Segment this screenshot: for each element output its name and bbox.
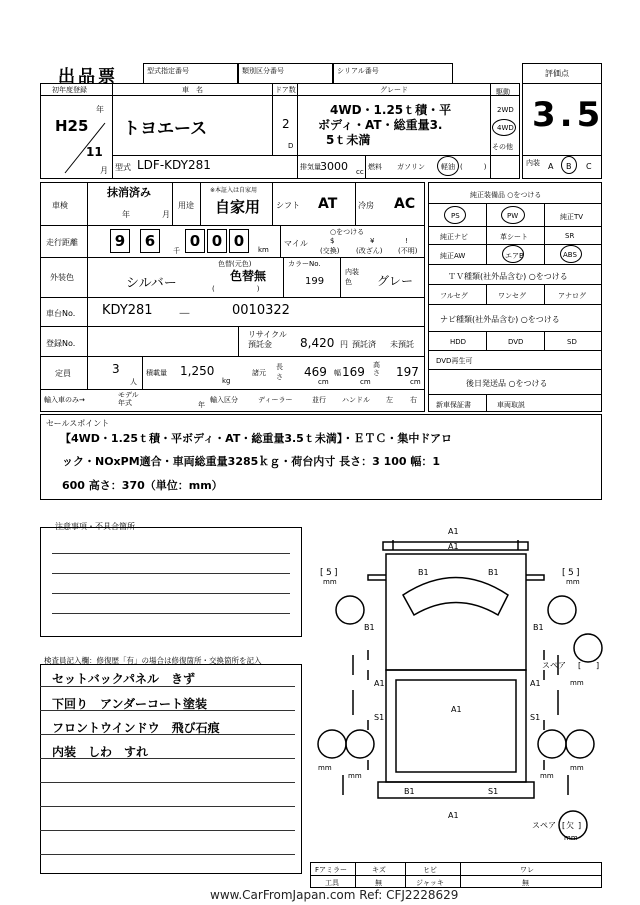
displacement-value: 3000 [320, 160, 348, 173]
capacity-value: 3 [112, 362, 120, 376]
equip-aw: 純正AW [440, 252, 466, 260]
grade-line-2: ボディ・AT・総重量3. [318, 118, 443, 132]
height-unit: cm [410, 378, 421, 386]
shaken-value: 抹消済み [107, 186, 151, 199]
recycle-unit: 円 [340, 340, 348, 349]
car-name-label: 車 名 [182, 86, 203, 94]
car-name-value: トヨエース [123, 119, 208, 139]
serial-label: シリアル番号 [337, 67, 379, 75]
shaken-month: 月 [162, 210, 170, 219]
spare-label: スペア [542, 661, 566, 670]
doors-value: 2 [282, 117, 290, 131]
meter-circle-hint: ○をつける [330, 228, 365, 236]
year-value: H25 [55, 117, 89, 135]
recycle-value: 8,420 [300, 336, 335, 350]
meter-opt1: $ [330, 237, 335, 245]
chassis-number: 0010322 [232, 303, 290, 318]
tire-fr-bracket-open: [ [562, 568, 566, 578]
length-value: 469 [304, 365, 327, 379]
registration-label: 登録No. [46, 339, 76, 348]
spare-unit: mm [570, 679, 584, 687]
grade-line-3: 5ｔ未満 [326, 133, 371, 147]
meter-label: マイル [284, 239, 308, 248]
fuel-paren: ( ) [460, 163, 487, 171]
meter-opt1b: (交換) [320, 247, 340, 255]
model-spec-label: 型式指定番号 [147, 67, 189, 75]
car-diagram [308, 520, 608, 860]
use-label: 用途 [178, 201, 194, 210]
model-year-label: モデル年式 [118, 391, 139, 407]
fuel-gas: ガソリン [397, 163, 425, 171]
legend-v1: 工具 [325, 879, 339, 887]
height-value: 197 [396, 365, 419, 379]
mileage-digit-1: 9 [110, 229, 130, 253]
sales-line-3: 600 高さ：370（単位：mm） [62, 479, 223, 492]
tire-fl-bracket-close: ] [334, 568, 338, 578]
equip-airbag: エアB [505, 252, 524, 260]
model-label: 型式 [115, 163, 131, 172]
spare-bottom-value: 欠 [566, 821, 574, 830]
spare-bottom-unit: mm [564, 834, 578, 842]
load-label: 積載量 [146, 369, 167, 377]
meter-opt2: ¥ [370, 237, 375, 245]
height-label: 高さ [373, 361, 380, 377]
month-value: 11 [86, 145, 103, 159]
svg-text:[: [ [578, 661, 582, 670]
genuine-title: 純正装備品 ○をつける [470, 191, 542, 199]
meter-opt3: ! [405, 237, 408, 245]
score-label: 評価点 [545, 69, 569, 78]
svg-text:[: [ [562, 821, 566, 830]
mileage-digit-2: 6 [140, 229, 160, 253]
after-manual: 車両取説 [497, 401, 525, 409]
doors-unit: D [288, 142, 294, 150]
tire-fl-bracket-open: [ [320, 568, 324, 578]
meter-opt2b: (改ざん) [356, 247, 383, 255]
width-unit: cm [360, 378, 371, 386]
displacement-unit: cc [356, 168, 364, 176]
fuel-diesel: 軽油 [441, 163, 455, 171]
width-value: 169 [342, 365, 365, 379]
color-change-value: 色替無 [230, 269, 267, 283]
equip-sr: SR [565, 232, 575, 240]
legend-h1: Fアミラー [315, 866, 348, 874]
mark-a1-right: A1 [530, 679, 541, 688]
legend-h4: ワレ [520, 866, 534, 874]
doors-label: ドア数 [275, 86, 296, 94]
load-value: 1,250 [180, 364, 215, 378]
tire-fl-unit: mm [323, 578, 337, 586]
load-unit: kg [222, 377, 231, 385]
exterior-color-label: 外装色 [50, 273, 74, 282]
recycle-label: リサイクル預託金 [248, 330, 287, 349]
displacement-label: 排気量 [300, 163, 321, 171]
serial-cell [333, 63, 453, 83]
drive-other: その他 [492, 143, 513, 151]
length-label: 長さ [276, 363, 283, 381]
shift-label: シフト [276, 201, 300, 210]
interior-color-value: グレー [377, 274, 414, 288]
sales-point-label: セールスポイント [46, 419, 110, 428]
model-spec-cell [143, 63, 238, 83]
sales-line-1: 【4WD・1.25ｔ積・平ボディ・AT・総重量3.5ｔ未満】・ＥＴＣ・集中ドアロ [60, 432, 452, 445]
mark-s1-left: S1 [374, 713, 385, 722]
interior-c: C [586, 162, 592, 171]
ac-value: AC [394, 196, 416, 212]
year-unit: 年 [96, 105, 104, 114]
recycle-unpaid: 未預託 [390, 340, 414, 349]
equip-pw: PW [507, 212, 519, 220]
tv-fullseg: フルセグ [440, 292, 468, 300]
note-item-1: セットバックパネル きず [52, 672, 196, 686]
note-item-3: フロントウインドウ 飛び石痕 [52, 721, 220, 735]
navi-title: ナビ種類(社外品含む) ○をつける [440, 315, 560, 324]
tire-fr-value: 5 [568, 568, 574, 578]
interior-label: 内装 [526, 159, 540, 167]
watermark: www.CarFromJapan.com Ref: CFJ2228629 [210, 888, 459, 902]
tire-rl-unit: mm [318, 764, 332, 772]
mark-s1-right: S1 [530, 713, 541, 722]
form-title: 出品票 [58, 67, 118, 87]
color-change-label: 色替(元色) [218, 260, 252, 268]
capacity-label: 定員 [55, 369, 71, 378]
equip-leather: 革シート [500, 233, 528, 241]
length-unit: cm [318, 378, 329, 386]
equip-navi: 純正ナビ [440, 233, 468, 241]
grade-label: グレード [380, 86, 408, 94]
navi-hdd: HDD [450, 338, 467, 346]
mark-b1-mid-right: B1 [533, 623, 544, 632]
legend-h2: キズ [372, 866, 386, 874]
mileage-digit-4: 0 [207, 229, 227, 253]
interior-b: B [566, 162, 572, 171]
color-no-value: 199 [305, 276, 325, 287]
use-value: 自家用 [215, 198, 261, 216]
handle-label: ハンドル [342, 396, 370, 404]
mark-a1-left: A1 [374, 679, 385, 688]
import-parallel: 並行 [312, 396, 326, 404]
chassis-dash: － [178, 307, 192, 322]
legend-v3: ジャッキ [416, 879, 444, 887]
mileage-digit-5: 0 [229, 229, 249, 253]
sales-line-2: ック・NOxPM適合・車両総重量3285ｋｇ・荷台内寸 長さ：3 100 幅：1 [62, 455, 441, 468]
drive-4wd: 4WD [497, 124, 514, 132]
legend-v2: 無 [375, 879, 382, 887]
mark-s1-bottom: S1 [488, 787, 499, 796]
svg-text:]: ] [578, 821, 582, 830]
navi-dvd: DVD [508, 338, 524, 346]
mark-a1-center: A1 [451, 705, 462, 714]
mileage-unit-k: 千 [173, 247, 180, 255]
model-year-unit: 年 [198, 401, 205, 409]
chassis-label: 車台No. [46, 309, 76, 318]
legend-h3: ヒビ [423, 866, 437, 874]
exterior-color-value: シルバー [126, 276, 177, 291]
legend-v4: 無 [522, 879, 529, 887]
mileage-digit-3: 0 [185, 229, 205, 253]
use-note: ※本証入は自家用 [210, 187, 258, 194]
tire-rr-unit: mm [540, 772, 554, 780]
mark-b1-bottom-left: B1 [404, 787, 415, 796]
category-label: 類別区分番号 [242, 67, 284, 75]
navi-sd: SD [567, 338, 577, 346]
tire-rl2-unit: mm [348, 772, 362, 780]
mark-a1-top: A1 [448, 527, 459, 536]
mark-b1-right: B1 [488, 568, 499, 577]
spare-bottom-label: スペア [532, 821, 556, 830]
chassis-prefix: KDY281 [102, 303, 153, 318]
mileage-label: 走行距離 [46, 238, 78, 247]
shift-value: AT [318, 196, 338, 212]
import-label: 輸入車のみ→ [44, 396, 85, 404]
mark-a1-bottom: A1 [448, 811, 459, 820]
mark-a1-top2: A1 [448, 542, 459, 551]
after-title: 後日発送品 ○をつける [466, 379, 548, 388]
shaken-year: 年 [122, 210, 130, 219]
month-unit: 月 [100, 166, 108, 175]
import-type-label: 輸入区分 [210, 396, 238, 404]
mark-b1-left: B1 [418, 568, 429, 577]
tv-title: ＴＶ種類(社外品含む) ○をつける [448, 272, 568, 281]
interior-a: A [548, 162, 554, 171]
spec-label: 諸元 [252, 369, 266, 377]
after-warranty: 新車保証書 [436, 401, 471, 409]
caution-label: 注意事項・不具合箇所 [55, 522, 135, 531]
handle-right: 右 [410, 396, 417, 404]
note-item-2: 下回り アンダーコート塗装 [52, 697, 208, 711]
handle-left: 左 [386, 396, 393, 404]
drive-label: 駆動 [496, 88, 510, 96]
equip-tv: 純正TV [560, 213, 584, 221]
tv-oneseg: ワンセグ [498, 292, 526, 300]
year-label: 初年度登録 [52, 86, 87, 94]
tire-fl-value: 5 [326, 568, 332, 578]
tire-fr-unit: mm [566, 578, 580, 586]
equip-abs: ABS [563, 251, 577, 259]
score-value: 3.5 [532, 95, 605, 135]
tv-analog: アナログ [558, 292, 586, 300]
color-no-label: カラーNo. [288, 260, 321, 268]
recycle-paid: 預託済 [352, 340, 376, 349]
color-change-paren: ( ) [212, 285, 260, 293]
inspector-label: 検査員記入欄：修復歴「有」の場合は修復箇所・交換箇所を記入 [44, 656, 262, 665]
grade-line-1: 4WD・1.25ｔ積・平 [330, 103, 452, 117]
shaken-label: 車検 [52, 201, 68, 210]
drive-2wd: 2WD [497, 106, 514, 114]
mark-b1-mid-left: B1 [364, 623, 375, 632]
note-item-4: 内装 しわ すれ [52, 745, 149, 759]
tire-fr-bracket-close: ] [576, 568, 580, 578]
equip-ps: PS [451, 212, 460, 220]
capacity-unit: 人 [130, 378, 137, 386]
model-value: LDF-KDY281 [137, 158, 211, 172]
import-dealer: ディーラー [258, 396, 293, 404]
category-cell [238, 63, 333, 83]
svg-text:]: ] [596, 661, 600, 670]
ac-label: 冷房 [358, 201, 374, 210]
tire-rr2-unit: mm [570, 764, 584, 772]
meter-opt3b: (不明) [398, 247, 418, 255]
mileage-unit-km: km [258, 246, 269, 254]
width-label: 幅 [334, 369, 341, 377]
fuel-label: 燃料 [368, 163, 382, 171]
caution-box [40, 527, 302, 637]
interior-color-label: 内装色 [345, 268, 359, 286]
navi-dvd-play: DVD再生可 [436, 357, 473, 365]
